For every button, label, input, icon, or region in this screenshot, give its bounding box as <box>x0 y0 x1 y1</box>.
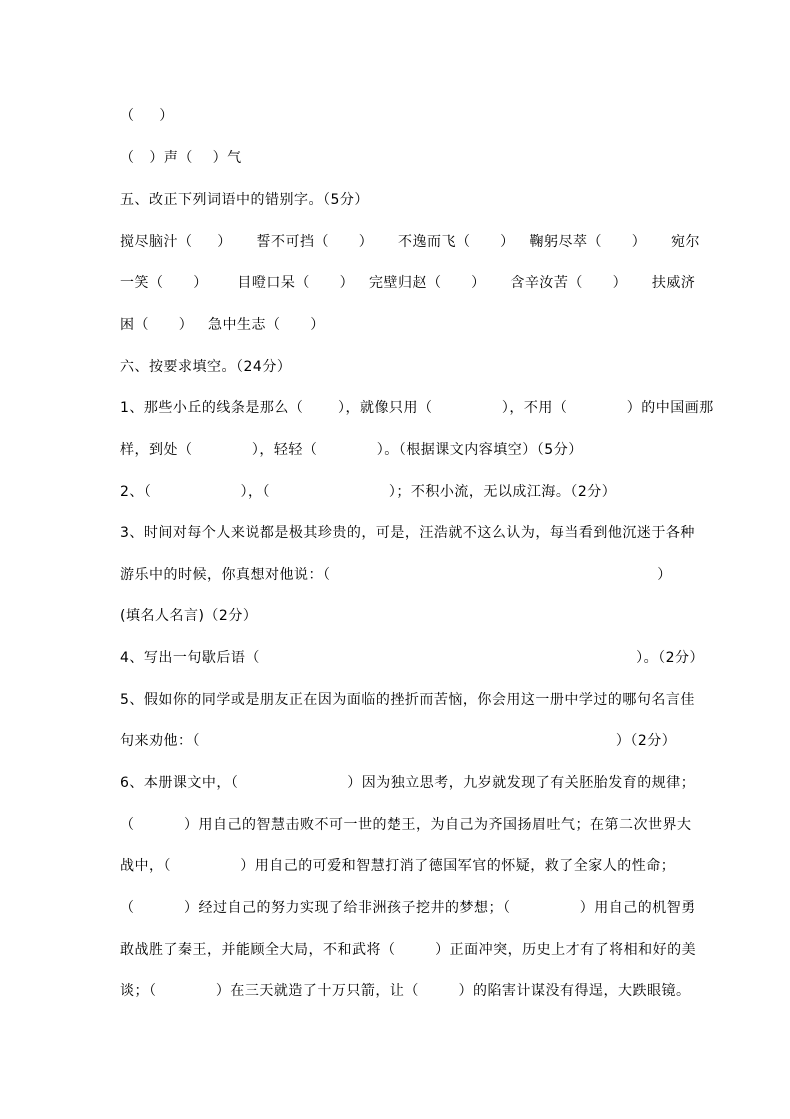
section-heading: 五、改正下列词语中的错别字。（5分） <box>120 192 369 208</box>
question-line: 战中，（ ）用自己的可爱和智慧打消了德国军官的怀疑，救了全家人的性命； <box>120 858 676 874</box>
question-line: 游乐中的时候，你真想对他说：（ ） <box>120 567 672 583</box>
question-line: 3、时间对每个人来说都是极其珍贵的，可是，汪浩就不这么认为，每当看到他沉迷于各种 <box>120 525 695 541</box>
question-line: 2、（ ），（ ）；不积小流，无以成江海。（2分） <box>120 484 617 500</box>
question-line: 谈；（ ）在三天就造了十万只箭，让（ ）的陷害计谋没有得逞，大跌眼镜。 <box>120 983 691 999</box>
text-line: （ ）声（ ）气 <box>120 150 242 166</box>
text-line: 一笑（ ） 目噔口呆（ ） 完壁归赵（ ） 含辛汝苦（ ） 扶威济 <box>120 275 696 291</box>
question-line: 6、本册课文中，（ ）因为独立思考，九岁就发现了有关胚胎发育的规律； <box>120 775 696 791</box>
text-line: 搅尽脑汁（ ） 誓不可挡（ ） 不逸而飞（ ） 鞠躬尽萃（ ） 宛尔 <box>120 234 700 250</box>
question-line: 敢战胜了秦王，并能顾全大局，不和武将（ ）正面冲突，历史上才有了将相和好的美 <box>120 942 697 958</box>
question-line: 5、假如你的同学或是朋友正在因为面临的挫折而苦恼，你会用这一册中学过的哪句名言佳 <box>120 692 695 708</box>
question-line: （ ）经过自己的努力实现了给非洲孩子挖井的梦想；（ ）用自己的机智勇 <box>120 900 696 916</box>
question-line: 样，到处（ ），轻轻（ ）。（根据课文内容填空）（5分） <box>120 442 583 458</box>
question-line: 4、写出一句歇后语（ ）。（2分） <box>120 650 705 666</box>
question-line: 句来劝他：（ ）（2分） <box>120 733 677 749</box>
question-line: （ ）用自己的智慧击败不可一世的楚王，为自己为齐国扬眉吐气；在第二次世界大 <box>120 817 692 833</box>
text-line: 困（ ） 急中生志（ ） <box>120 317 325 333</box>
question-line: 1、那些小丘的线条是那么（ ），就像只用（ ），不用（ ）的中国画那 <box>120 400 714 416</box>
question-line: (填名人名言)（2分） <box>120 608 258 624</box>
text-line: （ ） <box>120 108 174 124</box>
section-heading: 六、按要求填空。（24分） <box>120 359 292 375</box>
